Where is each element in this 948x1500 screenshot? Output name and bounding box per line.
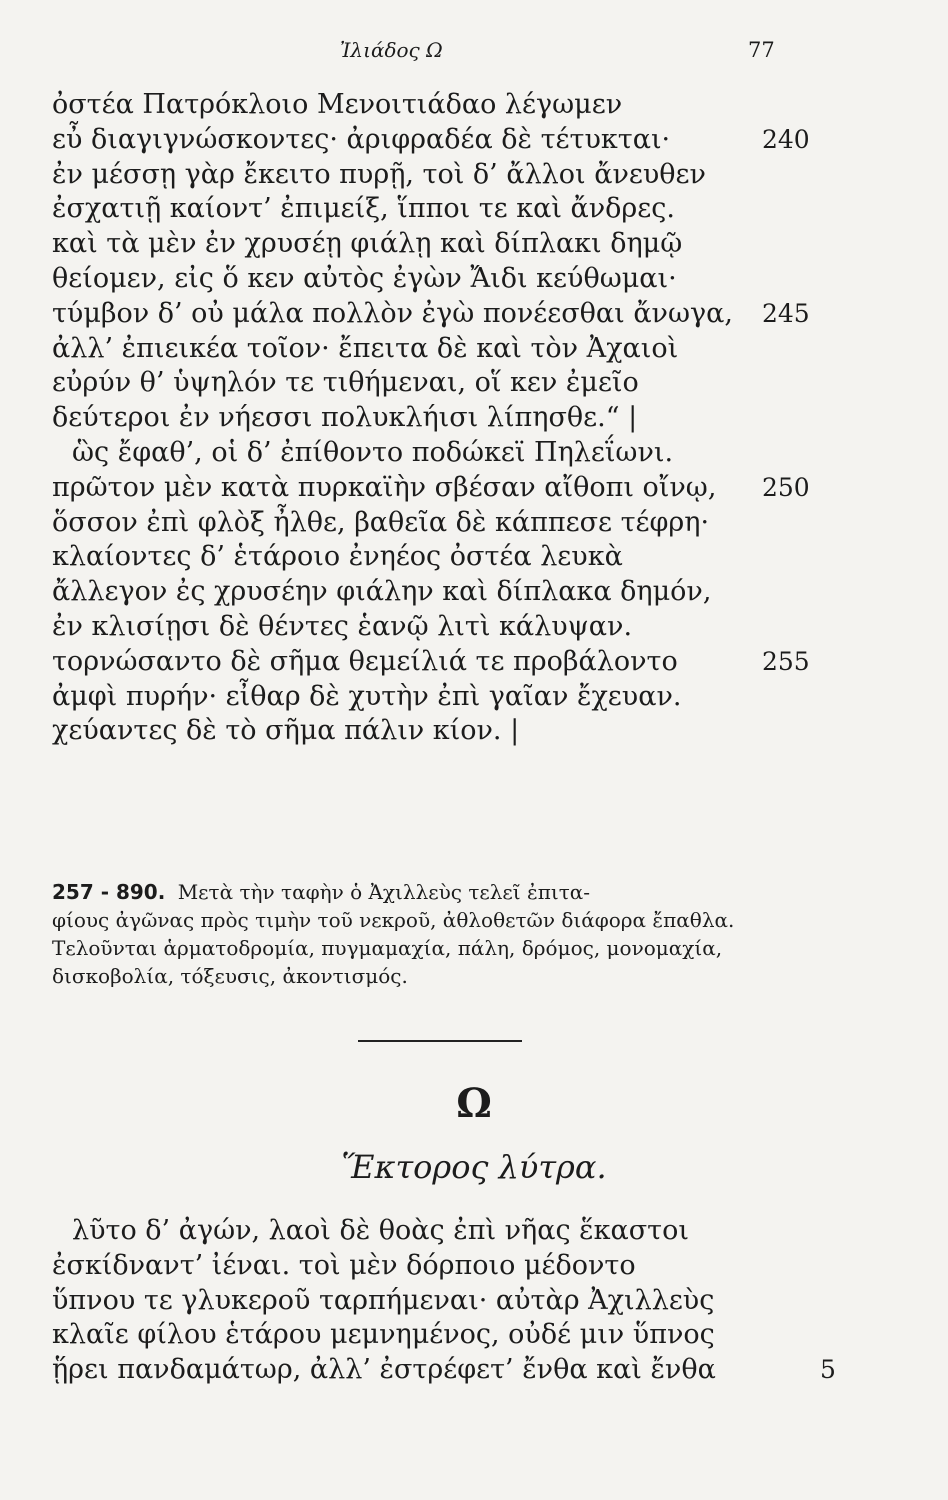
verse-line [52,192,892,227]
verses-top [52,88,892,749]
line-number: 245 [762,298,810,328]
verse-text: ἀμφὶ πυρήν· εἶθαρ δὲ χυτὴν ἐπὶ γαῖαν ἔχευαν. [52,680,682,712]
verse-line [52,645,892,680]
verse-text: δεύτεροι ἐν νήεσσι πολυκλήισι λίπησθε.“ | [52,402,638,434]
verse-text: ἐν κλισίῃσι δὲ θέντες ἑανῷ λιτὶ κάλυψαν. [52,610,633,642]
verse-line [52,714,892,749]
verse-line [52,1284,892,1319]
verse-text: πρῶτον μὲν κατὰ πυρκαϊὴν σβέσαν αἴθοπι οἴνῳ, [52,471,717,503]
verse-text: ὀστέα Πατρόκλοιο Μενοιτιάδαο λέγωμεν [52,89,623,120]
verse-line [52,227,892,262]
verses-bottom [52,1214,892,1388]
verse-text: εὐρύν θ’ ὑψηλόν τε τιθήμεναι, οἵ κεν ἐμεῖο [52,367,639,399]
verse-text: ὕπνου τε γλυκεροῦ ταρπήμεναι· αὐτὰρ Ἀχιλλεὺς [52,1284,715,1316]
verse-line [52,540,892,575]
verse-text: χεύαντες δὲ τὸ σῆμα πάλιν κίον. | [52,715,520,747]
verse-line [52,680,892,715]
line-number: 240 [762,124,810,154]
verse-text: κλαίοντες δ’ ἑτάροιο ἐνηέος ὀστέα λευκὰ [52,541,623,573]
verse-line [52,401,892,436]
verse-text: τορνώσαντο δὲ σῆμα θεμείλιά τε προβάλοντο [52,645,678,677]
verse-text: ὅσσον ἐπὶ φλὸξ ἦλθε, βαθεῖα δὲ κάππεσε τέφρη· [52,506,710,538]
verse-line [52,436,892,471]
verse-line [52,332,892,367]
verse-text: ἐσχατιῇ καίοντ’ ἐπιμείξ, ἵπποι τε καὶ ἄνδρες. [52,193,675,225]
verse-line [52,158,892,193]
verse-line [52,1353,892,1388]
verse-text: ἐσκίδναντ’ ἰέναι. τοὶ μὲν δόρποιο μέδοντο [52,1249,636,1281]
section-divider [358,1040,522,1042]
summary-line-range: 257 - 890. [52,880,166,904]
verse-line [52,1318,892,1353]
verse-text: ἄλλεγον ἐς χρυσέην φιάλην καὶ δίπλακα δημόν, [52,576,712,608]
verse-line [52,610,892,645]
summary-first-line [52,878,842,906]
verse-line [52,262,892,297]
verse-text: λῦτο δ’ ἀγών, λαοὶ δὲ θοὰς ἐπὶ νῆας ἕκαστοι [72,1215,689,1246]
running-head-title: Ἰλιάδος Ω [340,38,443,62]
line-number: 250 [762,472,810,502]
verse-line [52,123,892,158]
line-number: 5 [820,1355,836,1385]
verse-line [52,1249,892,1284]
verse-text: καὶ τὰ μὲν ἐν χρυσέῃ φιάλῃ καὶ δίπλακι δημῷ [52,228,683,260]
summary-text-line: φίους ἀγῶνας πρὸς τιμὴν τοῦ νεκροῦ, ἀθλοθετῶν διάφορα ἔπαθλα. [52,908,735,932]
book-title: Ἕκτορος λύτρα. [341,1148,607,1186]
page-number: 77 [748,38,775,62]
verse-line [52,297,892,332]
verse-text: θείομεν, εἰς ὅ κεν αὐτὸς ἐγὼν Ἄιδι κεύθωμαι· [52,262,677,294]
verse-text: ὣς ἔφαθ’, οἱ δ’ ἐπίθοντο ποδώκεϊ Πηλεΐωνι. [72,436,674,468]
verse-line [52,88,892,123]
summary-text-line: δισκοβολία, τόξευσις, ἀκοντισμός. [52,964,408,988]
running-head [0,38,948,68]
verse-line [52,366,892,401]
verse-line [52,575,892,610]
book-letter: Ω [456,1080,492,1127]
verse-line [52,1214,892,1249]
passage-summary [52,878,842,990]
verse-text: ᾕρει πανδαμάτωρ, ἀλλ’ ἐστρέφετ’ ἔνθα καὶ ἔνθα [52,1354,716,1386]
verse-text: ἀλλ’ ἐπιεικέα τοῖον· ἔπειτα δὲ καὶ τὸν Ἀχαιοὶ [52,332,679,364]
verse-text: ἐν μέσσῃ γὰρ ἔκειτο πυρῇ, τοὶ δ’ ἄλλοι ἄνευθεν [52,158,706,190]
verse-line [52,506,892,541]
verse-text: κλαῖε φίλου ἑτάρου μεμνημένος, οὐδέ μιν ὕπνος [52,1319,715,1351]
summary-text-line: Τελοῦνται ἁρματοδρομία, πυγμαμαχία, πάλη, δρόμος, μονομαχία, [52,936,723,960]
verse-text: τύμβον δ’ οὐ μάλα πολλὸν ἐγὼ πονέεσθαι ἄνωγα, [52,297,733,329]
verse-text: εὖ διαγιγνώσκοντες· ἀριφραδέα δὲ τέτυκται· [52,123,671,155]
summary-text-line: Μετὰ τὴν ταφὴν ὁ Ἀχιλλεὺς τελεῖ ἐπιτα- [177,880,591,904]
line-number: 255 [762,646,810,676]
verse-line [52,471,892,506]
